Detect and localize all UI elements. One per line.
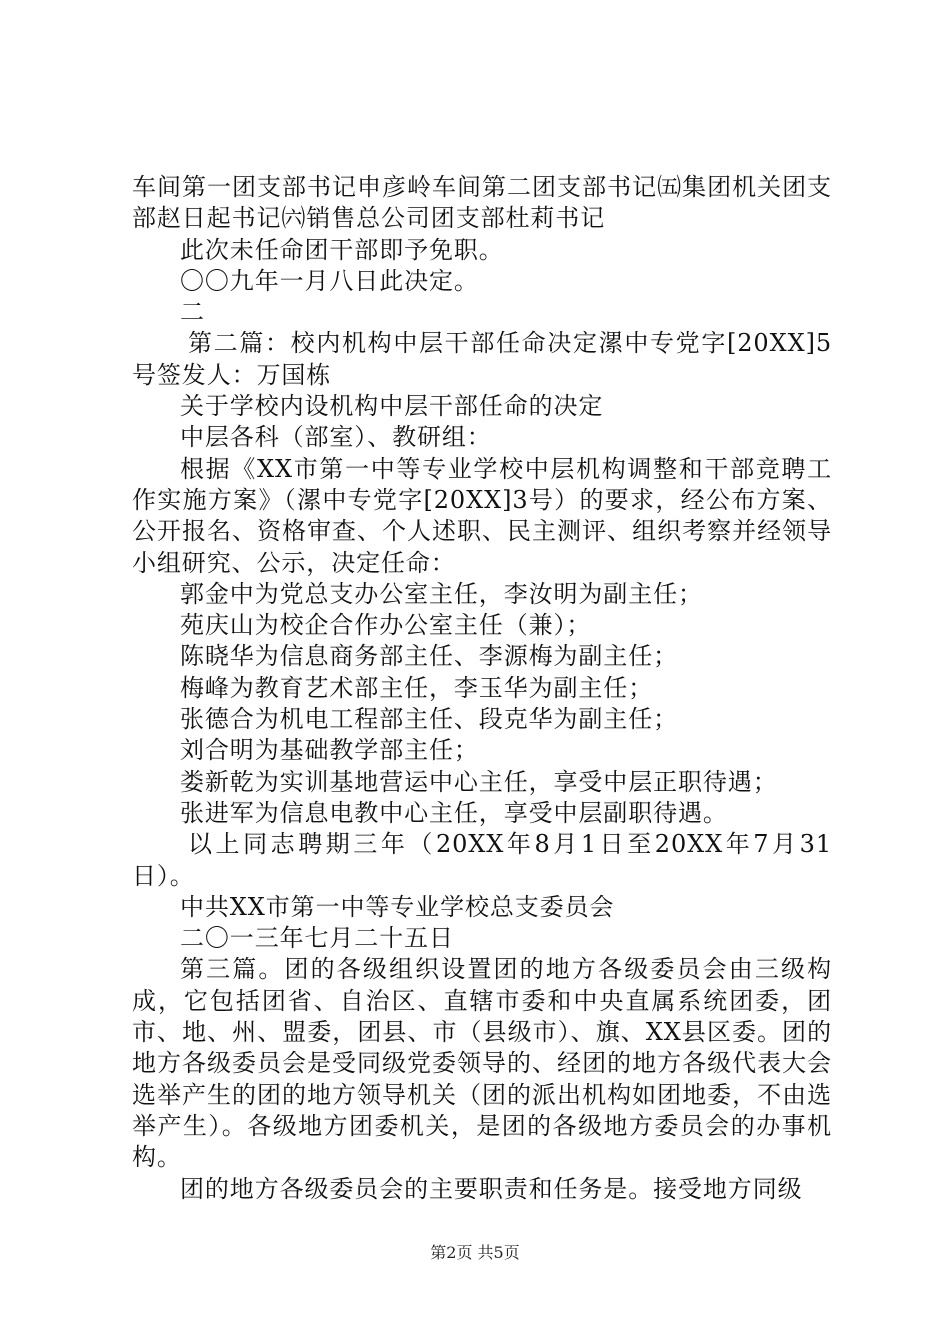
paragraph: 团的地方各级委员会的主要职责和任务是。接受地方同级 xyxy=(180,1174,803,1203)
document-title: 关于学校内设机构中层干部任命的决定 xyxy=(180,392,604,421)
paragraph: 以上同志聘期三年（20XX年8月1日至20XX年7月31日）。 xyxy=(132,830,832,890)
paragraph: 第三篇。团的各级组织设置团的地方各级委员会由三级构成，它包括团省、自治区、直辖市委和中央直属系统团委，团市、地、州、盟委，团县、市（县级市）、旗、XX县区委。团的地方各级委员会是受同级党委领导的、经团的地方各级代表大会选举产生的团的地方领导机关（团的派出机构如团地委，不由选举产生）。各级地方团委机关，是团的各级地方委员会的办事机构。 xyxy=(132,955,832,1172)
signature-org: 中共XX市第一中等专业学校总支委员会 xyxy=(180,892,615,921)
section-heading: 第二篇：校内机构中层干部任命决定漯中专党字[20XX]5号签发人：万国栋 xyxy=(132,329,832,389)
appointment-item: 梅峰为教育艺术部主任，李玉华为副主任； xyxy=(180,673,654,702)
paragraph: 〇〇九年一月八日此决定。 xyxy=(180,266,479,295)
page-number-footer: 第2页 共5页 xyxy=(430,1243,520,1262)
appointment-item: 刘合明为基础教学部主任； xyxy=(180,736,479,765)
document-body xyxy=(132,172,832,1205)
paragraph: 此次未任命团干部即予免职。 xyxy=(180,235,504,264)
appointment-item: 陈晓华为信息商务部主任、李源梅为副主任； xyxy=(180,642,678,671)
appointment-item: 苑庆山为校企合作办公室主任（兼）； xyxy=(180,611,592,640)
appointment-item: 张德合为机电工程部主任、段克华为副主任； xyxy=(180,705,678,734)
paragraph: 根据《XX市第一中等专业学校中层机构调整和干部竞聘工作实施方案》（漯中专党字[20XX]3号）的要求，经公布方案、公开报名、资格审查、个人述职、民主测评、组织考察并经领导小组研究、公示，决定任命： xyxy=(132,454,832,577)
appointment-item: 张进军为信息电教中心主任，享受中层副职待遇。 xyxy=(180,798,728,827)
paragraph: 车间第一团支部书记申彦岭车间第二团支部书记㈤集团机关团支部赵日起书记㈥销售总公司团支部杜莉书记 xyxy=(132,173,832,233)
signature-date: 二〇一三年七月二十五日 xyxy=(180,924,454,953)
appointment-item: 郭金中为党总支办公室主任，李汝明为副主任； xyxy=(180,579,703,608)
salutation: 中层各科（部室）、教研组： xyxy=(180,423,492,452)
appointment-item: 娄新乾为实训基地营运中心主任，享受中层正职待遇； xyxy=(180,767,778,796)
paragraph: 二 xyxy=(180,298,205,327)
